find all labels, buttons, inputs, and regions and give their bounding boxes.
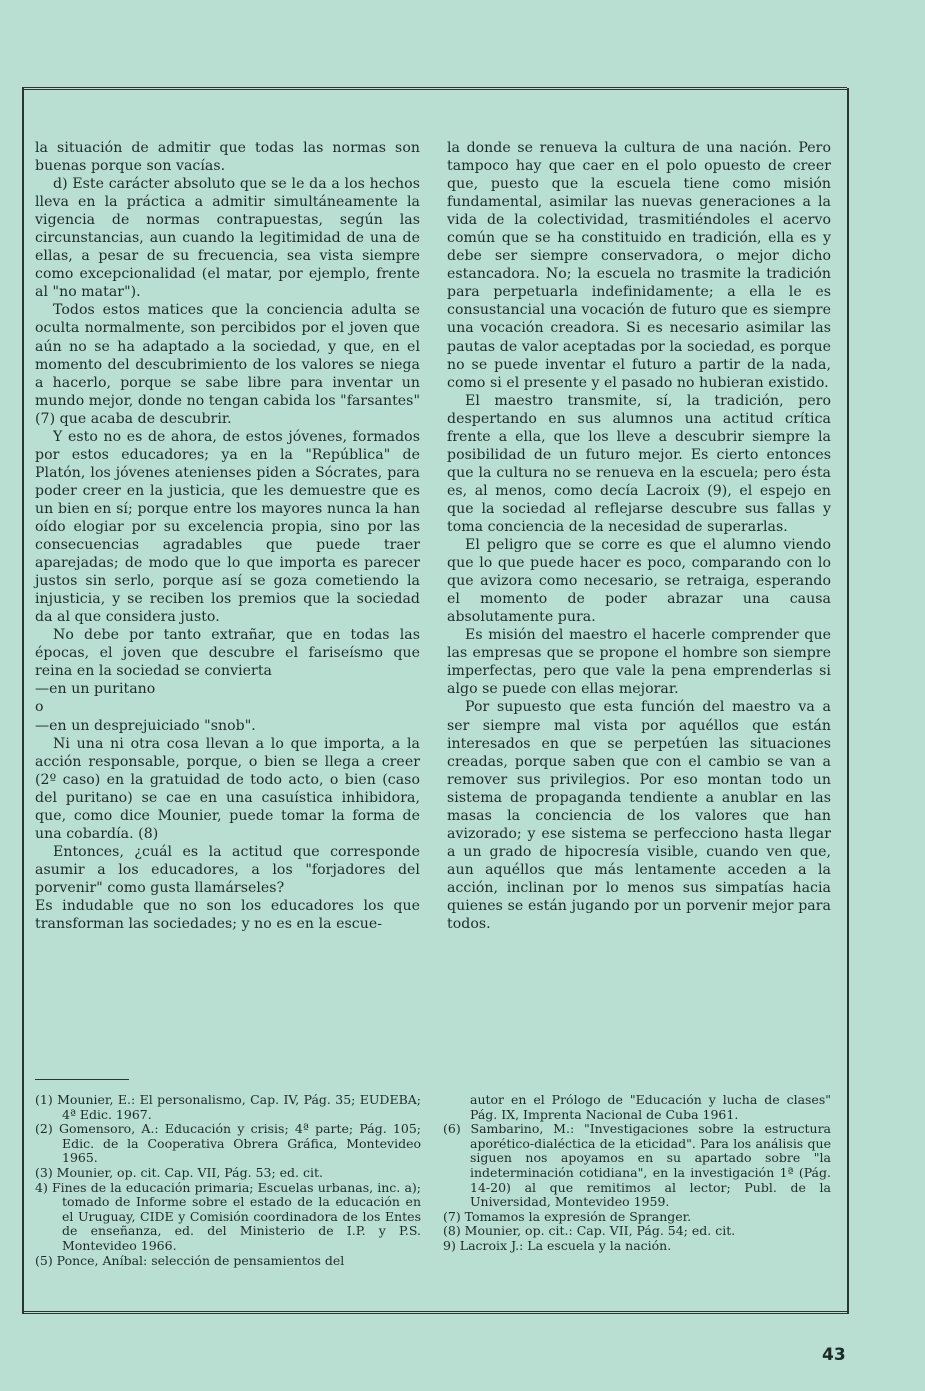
paragraph: Por supuesto que esta función del maestro va a ser siempre mal vista por aquéllos que están interesados en que se perpetúen las situaciones creadas, porque saben que con el cambio se van a remover sus privilegios. Por eso montan todo un sistema de propaganda tendiente a anublar en las masas la conciencia de los valores que han avizorado; y ese sistema se perfecciono hasta llegar a un grado de hipocresía visible, cuando ven que, aun aquéllos que más lentamente acceden a la acción, inclinan por lo menos sus simpatías hacia quienes se están jugando por un porvenir mejor para todos. [447,699,831,933]
paragraph: El peligro que se corre es que el alumno viendo que lo que puede hacer es poco, comparando con lo que avizora como necesario, se retraiga, esperando el momento de poder abrazar una causa absolutamente pura. [447,537,831,626]
paragraph: la situación de admitir que todas las normas son buenas porque son vacías. [35,140,420,175]
footnote: (2) Gomensoro, A.: Educación y crisis; 4ª parte; Pág. 105; Edic. de la Cooperativa Obrera Gráfica, Montevideo 1965. [35,1121,421,1166]
paragraph: No debe por tanto extrañar, que en todas las épocas, el joven que descubre el fariseísmo que reina en la sociedad se convierta [35,627,420,680]
footnotes-left [35,1093,421,1268]
paragraph: Todos estos matices que la conciencia adulta se oculta normalmente, son percibidos por el joven que aún no se ha adaptado a la sociedad, y que, en el momento del descubrimiento de los valores se niega a hacerlo, porque se sabe libre para inventar un mundo mejor, donde no tengan cabida los "farsantes" (7) que acaba de descubrir. [35,302,420,427]
bottom-rule [22,1311,847,1314]
footnote: (3) Mounier, op. cit. Cap. VII, Pág. 53; ed. cit. [35,1164,323,1180]
top-rule [22,87,847,90]
footnote: 9) Lacroix J.: La escuela y la nación. [443,1237,672,1253]
paragraph: d) Este carácter absoluto que se le da a los hechos lleva en la práctica a admitir simultáneamente la vigencia de normas contrapuestas, según las circunstancias, aun cuando la legitimidad de una de ellas, a pesar de su frecuencia, sea vista siempre como excepcionalidad (el matar, por ejemplo, frente al "no matar"). [35,176,420,301]
paragraph: Es indudable que no son los educadores los que transforman las sociedades; y no es en la escue- [35,897,420,933]
footnote: (8) Mounier, op. cit.: Cap. VII, Pág. 54; ed. cit. [443,1223,736,1239]
paragraph: Entonces, ¿cuál es la actitud que corresponde asumir a los educadores, a los "forjadores del porvenir" como gusta llamárseles? [35,843,420,896]
paragraph: —en un desprejuiciado "snob". [35,717,256,734]
page-number: 43 [822,1345,846,1365]
footnote: (5) Ponce, Aníbal: selección de pensamientos del [35,1252,345,1268]
footnote: autor en el Prólogo de "Educación y lucha de clases" Pág. IX, Imprenta Nacional de Cuba 1961. [470,1092,831,1122]
footnote: (7) Tomamos la expresión de Spranger. [443,1208,692,1224]
footnote: (6) Sambarino, M.: "Investigaciones sobre la estructura aporético-dialéctica de la eticidad". Para los análisis que siguen nos apoyamos en su apartado sobre "la indeterminación cotidiana", en la investigación 1ª (Pág. 14-20) al que remitimos al lector; Publ. de la Universidad, Montevideo 1959. [443,1121,831,1210]
footnotes-right [443,1093,831,1254]
paragraph: Es misión del maestro el hacerle comprender que las empresas que se propone el hombre son siempre imperfectas, pero que vale la pena emprenderlas si algo se puede con ellas mejorar. [447,627,831,698]
right-text-column [447,139,831,933]
paragraph: —en un puritano [35,681,156,698]
left-text-column [35,139,420,933]
footnote-separator [35,1079,129,1080]
paragraph: la donde se renueva la cultura de una nación. Pero tampoco hay que caer en el polo opuesto de creer que, puesto que la escuela tiene como misión fundamental, asimilar las nuevas generaciones a la vida de la colectividad, trasmitiéndoles el acervo común que se ha constituido en tradición, ella es y debe ser siempre conservadora, o mejor dicho estancadora. No; la escuela no trasmite la tradición para perpetuarla indefinidamente; a ella le es consustancial una vocación de futuro que es siempre una vocación creadora. Si es necesario asimilar las pautas de valor aceptadas por la sociedad, es porque no se puede inventar el futuro a partir de la nada, como si el presente y el pasado no hubieran existido. [447,140,831,391]
paragraph: El maestro transmite, sí, la tradición, pero despertando en sus alumnos una actitud crítica frente a ella, que los lleve a descubrir siempre la posibilidad de un futuro mejor. Es cierto entonces que la cultura no se renueva en la escuela; pero ésta es, al menos, como decía Lacroix (9), el espejo en que la sociedad al reflejarse descubre sus fallas y toma conciencia de la necesidad de superarlas. [447,392,831,535]
footnote: 4) Fines de la educación primaria; Escuelas urbanas, inc. a); tomado de Informe sobre el estado de la educación en el Uruguay, CIDE y Comisión coordinadora de los Entes de enseñanza, ed. del Ministerio de I.P. y P.S. Montevideo 1966. [35,1179,421,1253]
footnote: (1) Mounier, E.: El personalismo, Cap. IV, Pág. 35; EUDEBA; 4ª Edic. 1967. [35,1092,421,1122]
paragraph: Ni una ni otra cosa llevan a lo que importa, a la acción responsable, porque, o bien se llega a creer (2º caso) en la gratuidad de todo acto, o bien (caso del puritano) se cae en una casuística inhibidora, que, como dice Mounier, puede tomar la forma de una cobardía. (8) [35,735,420,842]
paragraph: o [35,699,44,716]
paragraph: Y esto no es de ahora, de estos jóvenes, formados por estos educadores; ya en la "República" de Platón, los jóvenes atenienses piden a Sócrates, para poder creer en la justicia, que les demuestre que es un bien en sí; porque entre los mayores nunca la han oído elogiar por su excelencia propia, sino por las consecuencias agradables que puede traer aparejadas; de modo que lo que importa es parecer justos sin serlo, porque así se goza cometiendo la injusticia, y se reciben los premios que la sociedad da al que considera justo. [35,428,420,626]
